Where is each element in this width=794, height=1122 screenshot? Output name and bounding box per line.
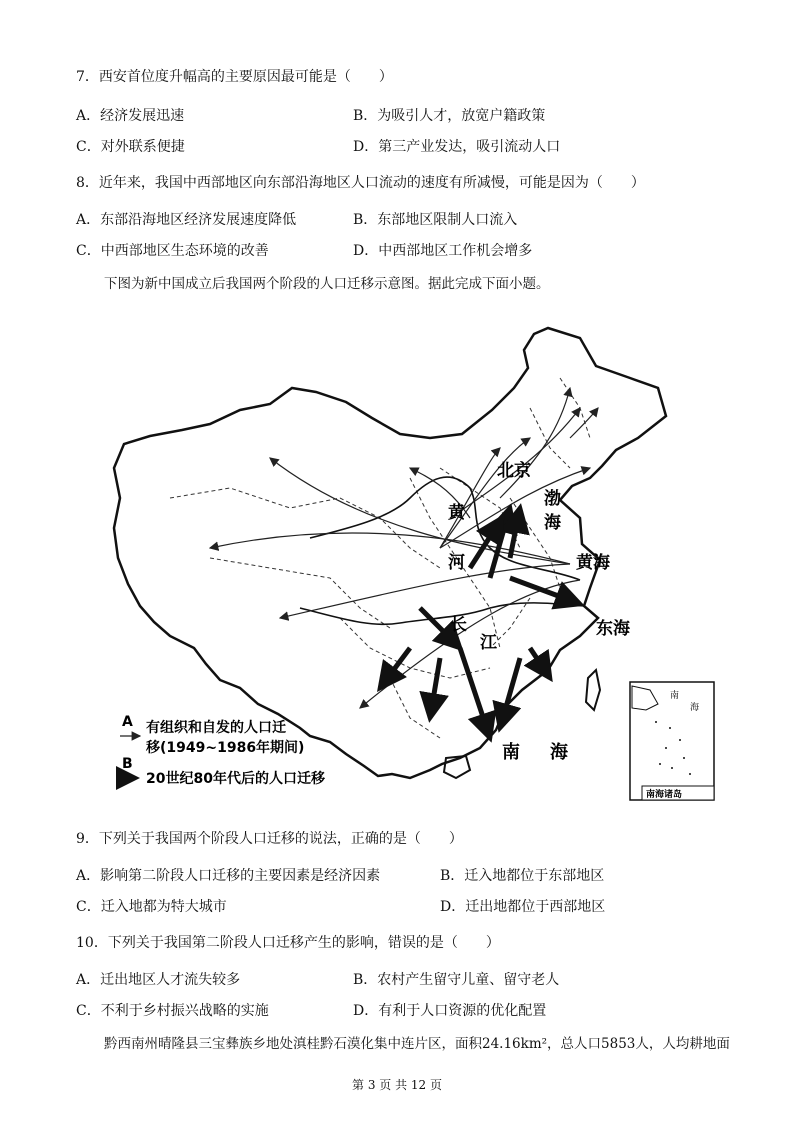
taiwan-island xyxy=(586,670,600,710)
figure-intro: 下图为新中国成立后我国两个阶段的人口迁移示意图。据此完成下面小题。 xyxy=(104,276,550,292)
page-footer: 第 3 页 共 12 页 xyxy=(352,1078,442,1092)
q7-option-c: C．对外联系便捷 xyxy=(76,139,185,155)
map-label-bohai-2: 海 xyxy=(544,513,561,533)
q7-option-d: D．第三产业发达，吸引流动人口 xyxy=(353,139,561,155)
q9-stem: 9．下列关于我国两个阶段人口迁移的说法，正确的是（ ） xyxy=(76,831,463,847)
q9-option-d: D．迁出地都位于西部地区 xyxy=(440,899,606,915)
legend-a-text-2: 移(1949~1986年期间) xyxy=(146,740,305,756)
q9-option-a: A．影响第二阶段人口迁移的主要因素是经济因素 xyxy=(76,868,381,884)
legend-a-letter: A xyxy=(122,714,133,730)
q8-option-c: C．中西部地区生态环境的改善 xyxy=(76,243,269,259)
yellow-river xyxy=(310,477,580,580)
map-label-nanhai-2: 海 xyxy=(550,742,568,763)
q9-option-c: C．迁入地都为特大城市 xyxy=(76,899,227,915)
q10-option-c: C．不利于乡村振兴战略的实施 xyxy=(76,1003,269,1019)
legend-b-letter: B xyxy=(122,756,133,772)
map-label-changjiang-2: 江 xyxy=(480,633,497,653)
q8-stem: 8．近年来，我国中西部地区向东部沿海地区人口流动的速度有所减慢，可能是因为（ ） xyxy=(76,175,645,191)
q9-option-b: B．迁入地都位于东部地区 xyxy=(440,868,605,884)
migration-arrows-b xyxy=(380,508,580,738)
q10-option-d: D．有利于人口资源的优化配置 xyxy=(353,1003,547,1019)
q10-option-a: A．迁出地区人才流失较多 xyxy=(76,972,241,988)
legend-b-text: 20世纪80年代后的人口迁移 xyxy=(146,771,325,787)
inset-title-2: 海 xyxy=(690,703,700,713)
south-china-sea-inset xyxy=(630,682,714,800)
q7-option-a: A．经济发展迅速 xyxy=(76,108,185,124)
map-label-huanghe-1: 黄 xyxy=(448,503,465,523)
map-label-bohai-1: 渤 xyxy=(544,489,561,509)
yangtze-river xyxy=(300,603,584,624)
map-label-huanghe-2: 河 xyxy=(448,553,465,573)
q10-stem: 10．下列关于我国第二阶段人口迁移产生的影响，错误的是（ ） xyxy=(76,935,500,951)
migration-map xyxy=(110,318,720,808)
map-label-huanghai: 黄海 xyxy=(576,553,610,573)
inset-title-1: 南 xyxy=(670,691,680,701)
q8-option-d: D．中西部地区工作机会增多 xyxy=(353,243,533,259)
q10-option-b: B．农村产生留守儿童、留守老人 xyxy=(353,972,560,988)
q8-option-a: A．东部沿海地区经济发展速度降低 xyxy=(76,212,297,228)
map-label-nanhai-1: 南 xyxy=(502,742,520,763)
map-label-changjiang-1: 长 xyxy=(450,615,467,635)
q7-option-b: B．为吸引人才，放宽户籍政策 xyxy=(353,108,546,124)
map-label-donghai: 东海 xyxy=(596,619,630,639)
map-label-beijing: 北京 xyxy=(497,461,531,481)
inset-caption: 南海诸岛 xyxy=(646,790,683,800)
legend-a-text-1: 有组织和自发的人口迁 xyxy=(146,720,286,736)
passage-text: 黔西南州晴隆县三宝彝族乡地处滇桂黔石漠化集中连片区，面积24.16km²，总人口5853人，人均耕地面 xyxy=(104,1036,730,1052)
q8-option-b: B．东部地区限制人口流入 xyxy=(353,212,518,228)
q7-stem: 7．西安首位度升幅高的主要原因最可能是（ ） xyxy=(76,69,393,85)
